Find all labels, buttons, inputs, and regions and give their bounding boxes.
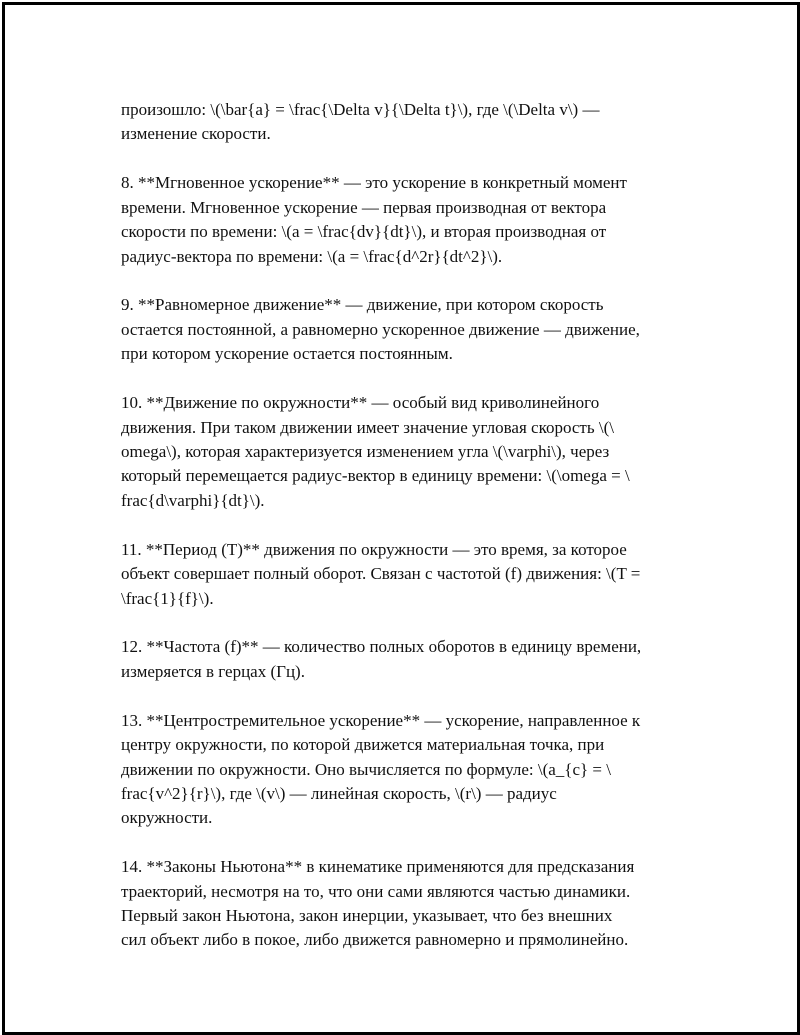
text-line: времени. Мгновенное ускорение — первая производная от вектора: [121, 197, 607, 217]
paragraph: [121, 98, 693, 147]
text-line: 14. **Законы Ньютона** в кинематике применяются для предсказания: [121, 857, 635, 877]
text-line: 11. **Период (T)** движения по окружности — это время, за которое: [121, 539, 627, 559]
text-line: сил объект либо в покое, либо движется равномерно и прямолинейно.: [121, 930, 629, 950]
text-line: 10. **Движение по окружности** — особый вид криволинейного: [121, 393, 600, 413]
text-line: Первый закон Ньютона, закон инерции, указывает, что без внешних: [121, 906, 613, 926]
text-line: окружности.: [121, 808, 213, 828]
text-line: 8. **Мгновенное ускорение** — это ускорение в конкретный момент: [121, 173, 627, 193]
text-line: траекторий, несмотря на то, что они сами являются частью динамики.: [121, 881, 631, 901]
text-line: радиус-вектора по времени: \(a = \frac{d^2r}{dt^2}\).: [121, 246, 503, 266]
text-line: который перемещается радиус-вектор в единицу времени: \(\omega = \: [121, 466, 630, 486]
text-line: изменение скорости.: [121, 124, 271, 144]
paragraph: [121, 538, 693, 611]
text-line: при котором ускорение остается постоянным.: [121, 344, 453, 364]
paragraph: [121, 391, 693, 513]
paragraph: [121, 635, 693, 684]
text-line: 9. **Равномерное движение** — движение, при котором скорость: [121, 295, 604, 315]
text-line: frac{v^2}{r}\), где \(v\) — линейная скорость, \(r\) — радиус: [121, 783, 557, 803]
text-line: скорости по времени: \(a = \frac{dv}{dt}\), и вторая производная от: [121, 222, 607, 242]
text-line: движении по окружности. Оно вычисляется по формуле: \(a_{c} = \: [121, 759, 611, 779]
text-line: объект совершает полный оборот. Связан с частотой (f) движения: \(T =: [121, 564, 641, 584]
text-line: остается постоянной, а равномерно ускоренное движение — движение,: [121, 319, 640, 339]
paragraph: [121, 855, 693, 953]
page-border: [2, 2, 800, 1035]
text-line: \frac{1}{f}\).: [121, 588, 214, 608]
text-line: 12. **Частота (f)** — количество полных оборотов в единицу времени,: [121, 637, 642, 657]
text-line: 13. **Центростремительное ускорение** — ускорение, направленное к: [121, 710, 641, 730]
text-line: измеряется в герцах (Гц).: [121, 661, 305, 681]
paragraph: [121, 709, 693, 831]
text-line: движения. При таком движении имеет значение угловая скорость \(\: [121, 417, 614, 437]
paragraph: [121, 293, 693, 366]
text-line: произошло: \(\bar{a} = \frac{\Delta v}{\Delta t}\), где \(\Delta v\) —: [121, 100, 600, 119]
paragraph: [121, 171, 693, 269]
document-body: [121, 98, 693, 977]
text-line: omega\), которая характеризуется изменением угла \(\varphi\), через: [121, 441, 610, 461]
text-line: центру окружности, по которой движется материальная точка, при: [121, 735, 605, 755]
text-line: frac{d\varphi}{dt}\).: [121, 490, 265, 510]
